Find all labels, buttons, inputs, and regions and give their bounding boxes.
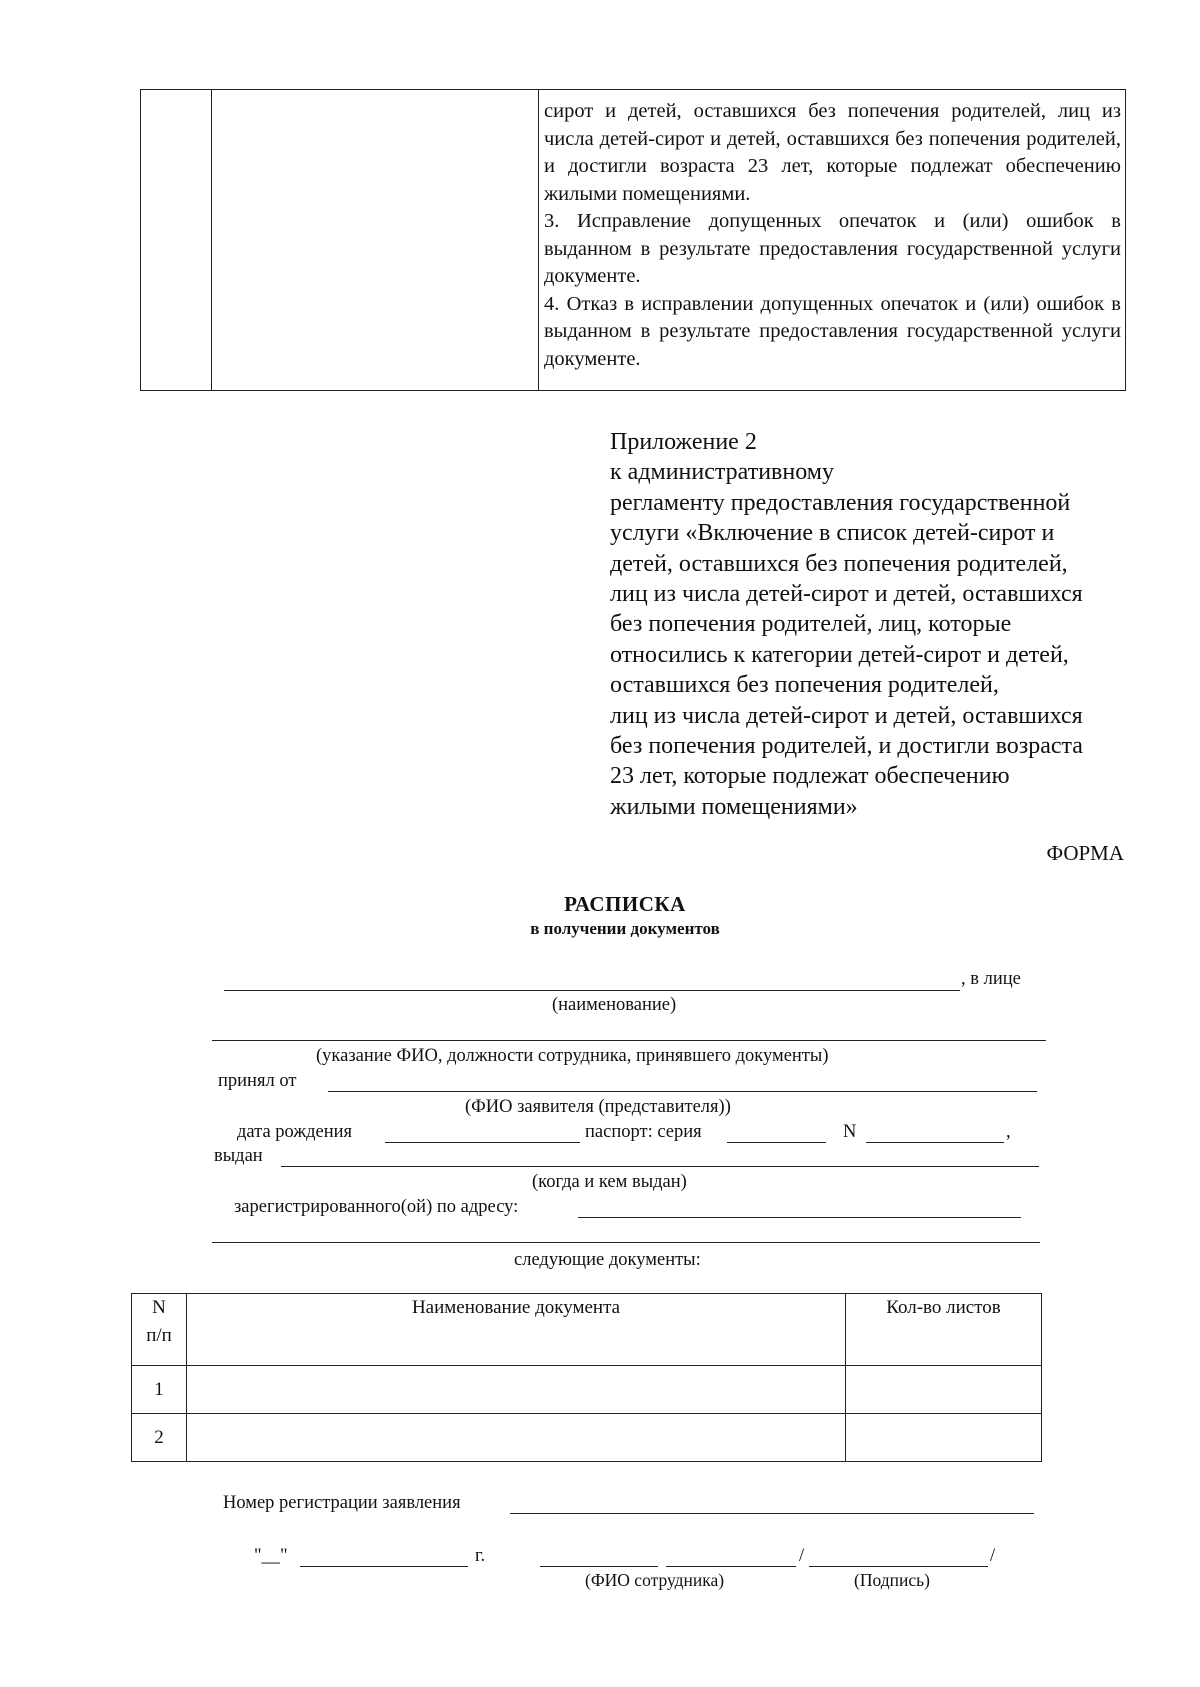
caption-signature: (Подпись) (854, 1570, 930, 1590)
documents-table (131, 1293, 1042, 1462)
signature-field[interactable] (809, 1566, 988, 1567)
comma: , (1006, 1122, 1011, 1142)
passport-number-field[interactable] (866, 1142, 1004, 1143)
address-label: зарегистрированного(ой) по адресу: (234, 1197, 519, 1217)
appendix-line: Приложение 2 (610, 429, 757, 455)
form-label: ФОРМА (1046, 841, 1124, 865)
table-row (132, 1366, 1042, 1414)
caption-name: (наименование) (552, 995, 677, 1015)
document-subtitle: в получении документов (530, 919, 720, 938)
appendix-header (610, 427, 1140, 822)
row-page-count[interactable] (846, 1414, 1042, 1462)
caption-applicant: (ФИО заявителя (представителя)) (465, 1097, 731, 1117)
in-person-label: , в лице (961, 969, 1021, 989)
passport-number-label: N (843, 1122, 857, 1142)
header-number-line2: п/п (146, 1325, 172, 1346)
passport-series-label: паспорт: серия (585, 1122, 702, 1142)
header-number-line1: N (152, 1297, 166, 1318)
address-field-continued[interactable] (212, 1242, 1040, 1243)
following-docs-label: следующие документы: (514, 1250, 701, 1270)
employee-name-field[interactable] (540, 1566, 658, 1567)
appendix-line: детей, оставшихся без попечения родителей, (610, 550, 1068, 577)
services-table (140, 89, 1126, 391)
issued-by-field[interactable] (281, 1166, 1039, 1167)
passport-series-field[interactable] (727, 1142, 826, 1143)
caption-employee: (указание ФИО, должности сотрудника, принявшего документы) (316, 1046, 829, 1066)
registration-number-field[interactable] (510, 1513, 1034, 1514)
result-text-1: сирот и детей, оставшихся без попечения родителей, лиц из числа детей-сирот и детей, оставшихся без попечения родителей, и достигли возраста 23 лет, которые подлежат обеспечению жилыми помещениями. (544, 100, 1121, 205)
table-cell-service (212, 90, 539, 391)
appendix-line: оставшихся без попечения родителей, (610, 672, 999, 699)
date-quotes: "__" (254, 1546, 288, 1566)
organization-name-field[interactable] (224, 990, 960, 991)
birth-date-field[interactable] (385, 1142, 580, 1143)
appendix-line: регламенту предоставления государственной (610, 489, 1071, 516)
appendix-line: услуги «Включение в список детей-сирот и (610, 520, 1055, 547)
appendix-line: 23 лет, которые подлежат обеспечению (610, 763, 1010, 790)
appendix-line: жилыми помещениями» (610, 793, 858, 820)
appendix-line: лиц из числа детей-сирот и детей, оставшихся (610, 581, 1083, 608)
appendix-line: относились к категории детей-сирот и детей, (610, 641, 1069, 668)
caption-employee-name: (ФИО сотрудника) (585, 1570, 725, 1590)
year-suffix: г. (475, 1546, 486, 1566)
registration-number-label: Номер регистрации заявления (223, 1493, 461, 1513)
result-text-3: 4. Отказ в исправлении допущенных опечаток и (или) ошибок в выданном в результате предоставления государственной услуги документе. (544, 292, 1121, 370)
table-header-row (132, 1294, 1042, 1366)
received-from-label: принял от (218, 1071, 297, 1091)
appendix-line: к административному (610, 459, 834, 486)
appendix-line: без попечения родителей, и достигли возраста (610, 733, 1083, 760)
header-number (132, 1294, 187, 1366)
row-page-count[interactable] (846, 1366, 1042, 1414)
result-text-2: 3. Исправление допущенных опечаток и (или) ошибок в выданном в результате предоставления государственной услуги документе. (544, 210, 1121, 287)
row-number: 1 (132, 1366, 187, 1414)
employee-field[interactable] (212, 1040, 1046, 1041)
caption-issued: (когда и кем выдан) (532, 1172, 687, 1192)
appendix-line: без попечения родителей, лиц, которые (610, 611, 1012, 638)
row-document-name[interactable] (187, 1366, 846, 1414)
row-document-name[interactable] (187, 1414, 846, 1462)
slash-1: / (799, 1546, 805, 1566)
header-document-name: Наименование документа (187, 1294, 846, 1366)
address-field[interactable] (578, 1217, 1021, 1218)
table-row (132, 1414, 1042, 1462)
issued-label: выдан (214, 1146, 263, 1166)
table-cell-results (539, 90, 1126, 391)
slash-2: / (990, 1546, 996, 1566)
table-cell-number (141, 90, 212, 391)
document-title: РАСПИСКА (564, 892, 686, 916)
birth-date-label: дата рождения (237, 1122, 353, 1142)
date-field[interactable] (300, 1566, 468, 1567)
header-page-count: Кол-во листов (846, 1294, 1042, 1366)
employee-name-field-2[interactable] (666, 1566, 796, 1567)
applicant-name-field[interactable] (328, 1091, 1037, 1092)
appendix-line: лиц из числа детей-сирот и детей, оставшихся (610, 702, 1083, 729)
row-number: 2 (132, 1414, 187, 1462)
